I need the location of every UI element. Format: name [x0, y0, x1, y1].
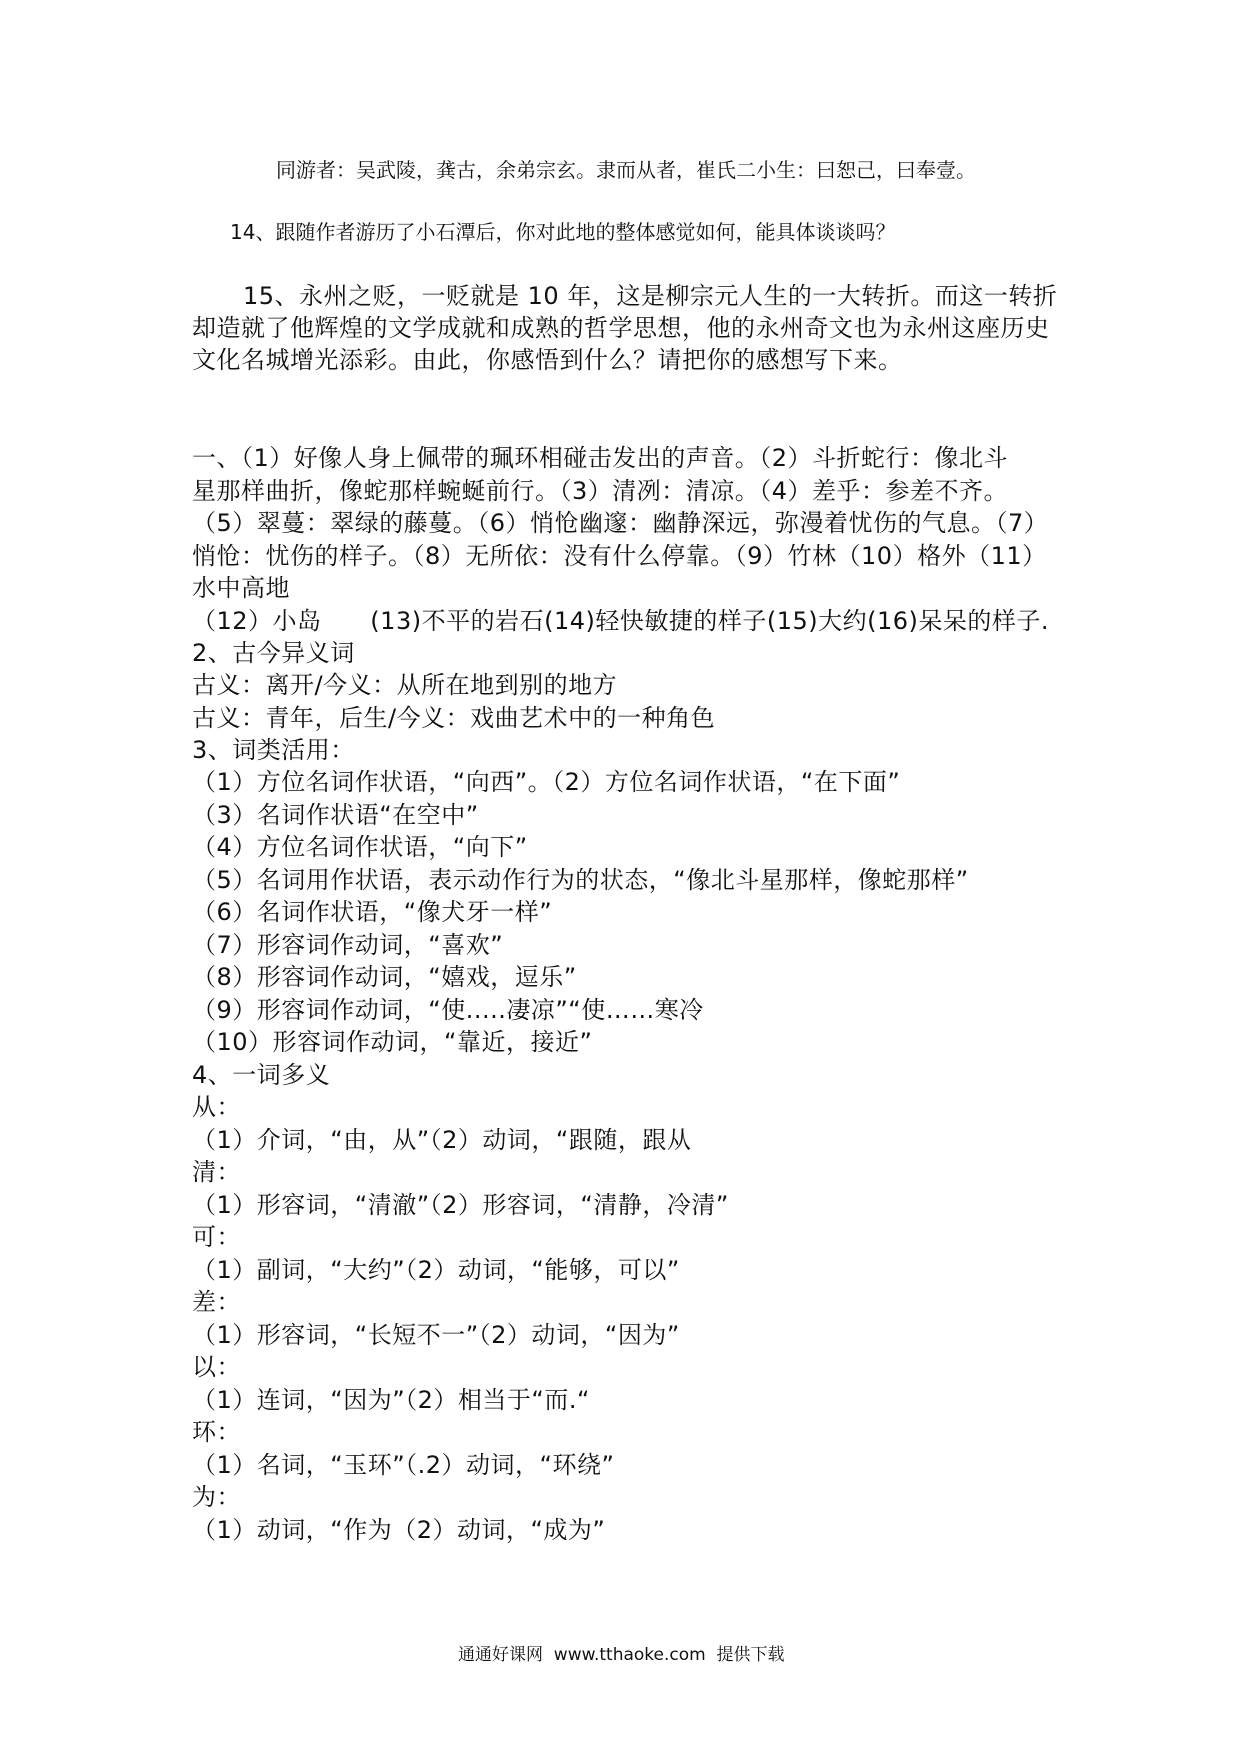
- question-14: 14、跟随作者游历了小石潭后，你对此地的整体感觉如何，能具体谈谈吗？: [230, 220, 896, 244]
- answer-line: （1）副词，“大约”（2）动词，“能够，可以”: [192, 1256, 680, 1284]
- section-heading: 2、古今异义词: [192, 639, 355, 667]
- section-heading: 3、词类活用：: [192, 736, 355, 764]
- companions-line: 同游者：吴武陵，龚古，余弟宗玄。隶而从者，崔氏二小生：曰恕己，曰奉壹。: [276, 158, 976, 182]
- answer-line: （5）名词用作状语，表示动作行为的状态，“像北斗星那样，像蛇那样”: [192, 866, 969, 894]
- answer-line: （12）小岛 (13)不平的岩石(14)轻快敏捷的样子(15)大约(16)呆呆的样子.: [192, 607, 1050, 635]
- answer-line: （8）形容词作动词，“嬉戏，逗乐”: [192, 963, 577, 991]
- answer-line: （1）方位名词作状语，“向西”。（2）方位名词作状语，“在下面”: [192, 768, 901, 796]
- word-heading: 环：: [192, 1418, 241, 1446]
- answer-line: （5）翠蔓：翠绿的藤蔓。（6）悄怆幽邃：幽静深远，弥漫着忧伤的气息。（7）: [192, 509, 1049, 537]
- answer-line: （10）形容词作动词，“靠近，接近”: [192, 1028, 593, 1056]
- word-heading: 差：: [192, 1288, 241, 1316]
- answer-line: （1）名词，“玉环”（.2）动词，“环绕”: [192, 1451, 615, 1479]
- answer-line: （9）形容词作动词，“使.....凄凉”“使……寒冷: [192, 996, 704, 1024]
- answer-line: （1）形容词，“长短不一”（2）动词，“因为”: [192, 1321, 680, 1349]
- answer-line: （6）名词作状语，“像犬牙一样”: [192, 898, 553, 926]
- answer-line: 一、（1）好像人身上佩带的珮环相碰击发出的声音。（2）斗折蛇行：像北斗: [192, 444, 1009, 472]
- answer-line: （1）动词，“作为（2）动词，“成为”: [192, 1516, 606, 1544]
- answer-line: 星那样曲折，像蛇那样蜿蜒前行。（3）清冽：清凉。（4）差乎：参差不齐。: [192, 477, 1009, 505]
- word-heading: 清：: [192, 1158, 241, 1186]
- word-heading: 从：: [192, 1093, 241, 1121]
- answer-line: （4）方位名词作状语，“向下”: [192, 833, 528, 861]
- answer-line: 悄怆：忧伤的样子。（8）无所依：没有什么停靠。（9）竹林（10）格外（11）: [192, 542, 1047, 570]
- answer-line: （3）名词作状语“在空中”: [192, 801, 479, 829]
- question-15-line-3: 文化名城增光添彩。由此，你感悟到什么？请把你的感想写下来。: [192, 346, 903, 374]
- word-heading: 以：: [192, 1353, 241, 1381]
- word-heading: 为：: [192, 1483, 241, 1511]
- word-heading: 可：: [192, 1223, 241, 1251]
- answer-line: 古义：离开/今义：从所在地到别的地方: [192, 671, 618, 699]
- answer-line: （1）介词，“由，从”（2）动词，“跟随，跟从: [192, 1126, 692, 1154]
- answer-line: （1）形容词，“清澈”（2）形容词，“清静，冷清”: [192, 1191, 729, 1219]
- section-heading: 4、一词多义: [192, 1061, 331, 1089]
- answer-line: （1）连词，“因为”（2）相当于“而.“: [192, 1386, 590, 1414]
- answer-line: （7）形容词作动词，“喜欢”: [192, 931, 504, 959]
- question-15-line-2: 却造就了他辉煌的文学成就和成熟的哲学思想，他的永州奇文也为永州这座历史: [192, 314, 1050, 342]
- page-footer: 通通好课网 www.tthaoke.com 提供下载: [458, 1645, 785, 1665]
- question-15-line-1: 15、永州之贬，一贬就是 10 年，这是柳宗元人生的一大转折。而这一转折: [243, 282, 1058, 310]
- answer-line: 古义：青年，后生/今义：戏曲艺术中的一种角色: [192, 704, 716, 732]
- answer-line: 水中高地: [192, 574, 290, 602]
